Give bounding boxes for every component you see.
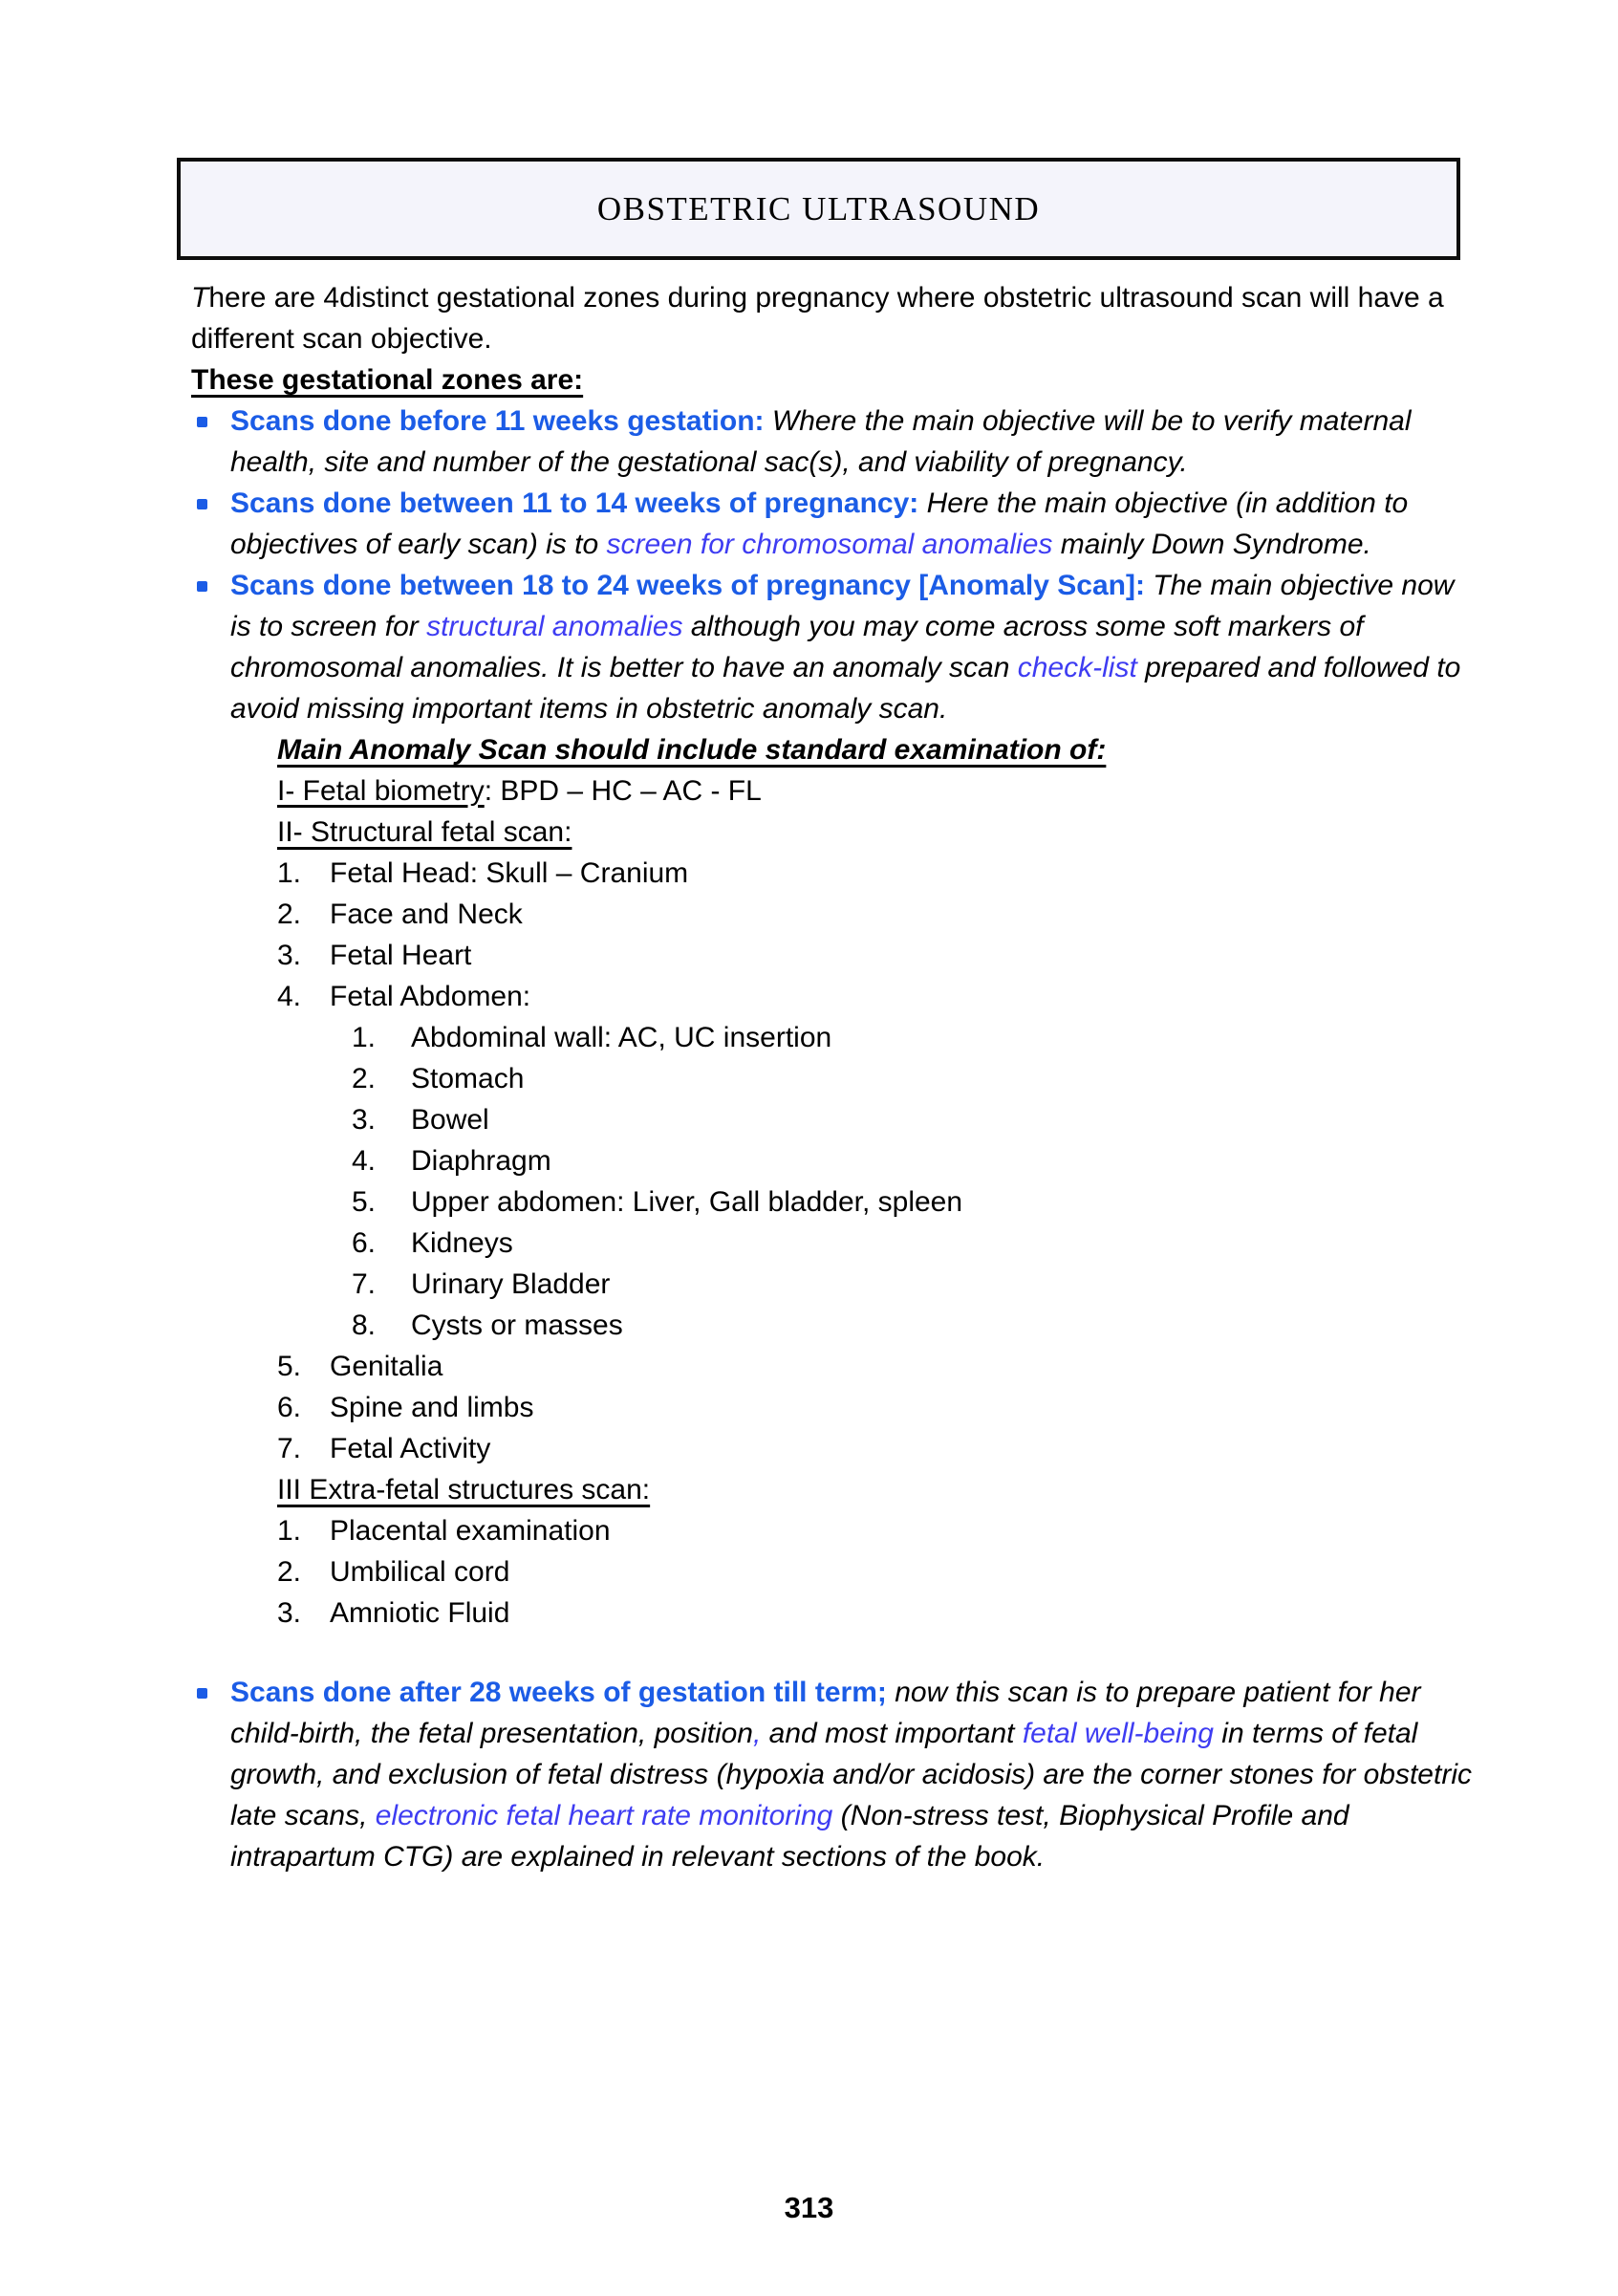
row-text: Fetal Head: Skull – Cranium <box>330 857 689 889</box>
bullet-item <box>191 483 1479 565</box>
list-row <box>352 1058 1479 1099</box>
list-row <box>352 1223 1479 1264</box>
list-row <box>352 1140 1479 1181</box>
row-text: Cysts or masses <box>411 1310 623 1341</box>
list-row <box>352 1305 1479 1346</box>
row-number: 1. <box>277 857 302 889</box>
row-number: 8. <box>352 1310 377 1341</box>
list-row <box>352 1017 1479 1058</box>
row-text: Face and Neck <box>330 899 523 930</box>
fetal-abdomen-sublist <box>352 1017 1479 1346</box>
row-number: 3. <box>277 940 302 971</box>
structural-fetal-scan-list-tail <box>277 1346 1479 1469</box>
list-row <box>277 853 1479 894</box>
list-row <box>277 935 1479 976</box>
page-title: OBSTETRIC ULTRASOUND <box>596 189 1041 227</box>
structural-fetal-scan-list <box>277 853 1479 1017</box>
row-number: 1. <box>352 1022 377 1053</box>
list-row <box>277 894 1479 935</box>
bullet-marker-icon <box>197 483 230 565</box>
anomaly-scan-section <box>277 729 1479 1634</box>
bullet-item <box>191 401 1479 483</box>
structural-fetal-scan-heading: II- Structural fetal scan: <box>277 816 572 848</box>
extra-fetal-structures-list <box>277 1510 1479 1634</box>
row-number: 6. <box>277 1392 302 1423</box>
row-text: Fetal Abdomen: <box>330 981 531 1012</box>
row-number: 2. <box>352 1063 377 1094</box>
gestational-zones-bullet-list <box>191 401 1479 729</box>
row-text: Spine and limbs <box>330 1392 534 1423</box>
row-text: Kidneys <box>411 1227 513 1259</box>
content-area <box>191 277 1479 1877</box>
bullet-marker-icon <box>197 1672 230 1877</box>
row-text: Stomach <box>411 1063 525 1094</box>
row-number: 3. <box>277 1597 302 1629</box>
row-text: Umbilical cord <box>330 1556 510 1588</box>
row-text: Placental examination <box>330 1515 611 1547</box>
row-text: Abdominal wall: AC, UC insertion <box>411 1022 832 1053</box>
bullet-text: Scans done between 18 to 24 weeks of pregnancy [Anomaly Scan]: The main objective now is to screen for structural anomalies although you may come across some soft markers of chromosomal anomalies. It is better to have an anomaly scan check-list prepared and followed to avoid missing important items in obstetric anomaly scan. <box>230 570 1461 725</box>
bullet-text: Scans done between 11 to 14 weeks of pregnancy: Here the main objective (in addition to objectives of early scan) is to screen for chromosomal anomalies mainly Down Syndrome. <box>230 487 1409 560</box>
row-number: 2. <box>277 1556 302 1588</box>
row-number: 2. <box>277 899 302 930</box>
list-row <box>277 1387 1479 1428</box>
row-number: 5. <box>277 1351 302 1382</box>
row-text: Urinary Bladder <box>411 1268 611 1300</box>
row-text: Amniotic Fluid <box>330 1597 510 1629</box>
list-row <box>277 976 1479 1017</box>
bullet-item <box>191 565 1479 729</box>
row-number: 5. <box>352 1186 377 1218</box>
page-number: 313 <box>784 2191 834 2224</box>
bullet-text: Scans done before 11 weeks gestation: Where the main objective will be to verify maternal health, site and number of the gestational sac(s), and viability of pregnancy. <box>230 405 1412 478</box>
bullet-text: Scans done after 28 weeks of gestation till term; now this scan is to prepare patient for her child-birth, the fetal presentation, position, and most important fetal well-being in terms of fetal growth, and exclusion of fetal distress (hypoxia and/or acidosis) are the corner stones for obstetric late scans, electronic fetal heart rate monitoring (Non-stress test, Biophysical Profile and intrapartum CTG) are explained in relevant sections of the book. <box>230 1677 1472 1873</box>
list-row <box>277 1428 1479 1469</box>
fetal-biometry-line: I- Fetal biometry: BPD – HC – AC - FL <box>277 775 762 807</box>
row-number: 7. <box>352 1268 377 1300</box>
anomaly-scan-heading: Main Anomaly Scan should include standard examination of: <box>277 734 1107 766</box>
list-row <box>277 1510 1479 1551</box>
list-row <box>352 1264 1479 1305</box>
row-number: 4. <box>277 981 302 1012</box>
row-text: Diaphragm <box>411 1145 551 1177</box>
row-text: Upper abdomen: Liver, Gall bladder, spleen <box>411 1186 963 1218</box>
list-row <box>352 1099 1479 1140</box>
zones-heading: These gestational zones are: <box>191 364 584 396</box>
row-number: 1. <box>277 1515 302 1547</box>
title-box <box>177 158 1460 260</box>
extra-fetal-structures-heading: III Extra-fetal structures scan: <box>277 1474 651 1505</box>
list-row <box>277 1346 1479 1387</box>
intro-paragraph: There are 4distinct gestational zones during pregnancy where obstetric ultrasound scan will have a different scan objective. <box>191 282 1444 355</box>
row-number: 7. <box>277 1433 302 1464</box>
row-text: Fetal Heart <box>330 940 472 971</box>
row-text: Fetal Activity <box>330 1433 491 1464</box>
row-number: 4. <box>352 1145 377 1177</box>
bullet-marker-icon <box>197 565 230 729</box>
list-row <box>352 1181 1479 1223</box>
row-text: Bowel <box>411 1104 489 1136</box>
list-row <box>277 1592 1479 1634</box>
bullet-marker-icon <box>197 401 230 483</box>
row-text: Genitalia <box>330 1351 443 1382</box>
bullet-item-late-scans <box>191 1672 1479 1877</box>
row-number: 6. <box>352 1227 377 1259</box>
row-number: 3. <box>352 1104 377 1136</box>
list-row <box>277 1551 1479 1592</box>
